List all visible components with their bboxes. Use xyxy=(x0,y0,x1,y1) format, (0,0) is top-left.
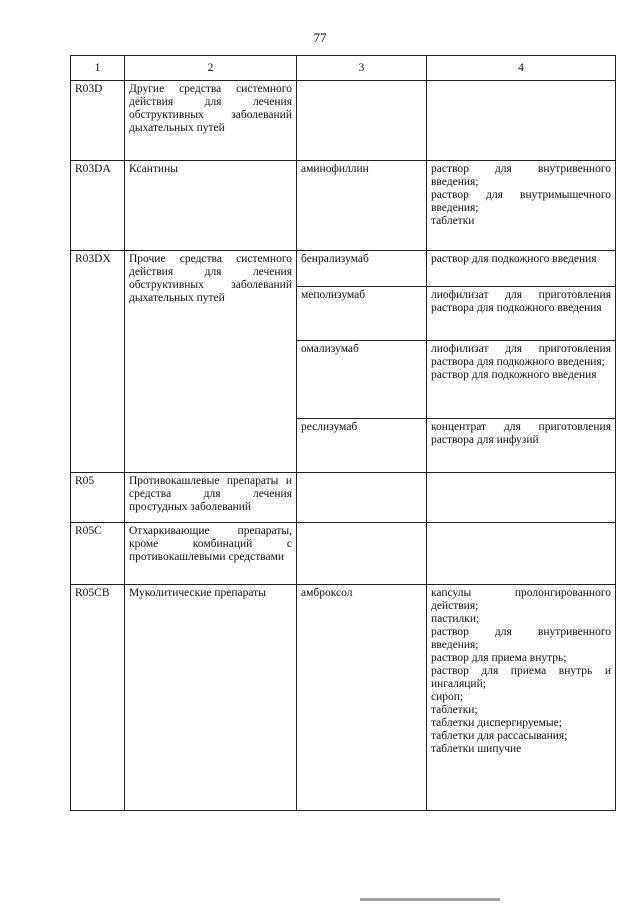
dosage-form: таблетки xyxy=(431,215,475,227)
table-header-row xyxy=(71,56,616,81)
drug-name xyxy=(297,81,427,161)
dosage-forms xyxy=(427,161,616,251)
group-name: Прочие средства системного действия для лечения обструктивных заболеваний дыхательных путей xyxy=(125,251,297,473)
dosage-form: сироп; xyxy=(431,691,464,703)
drug-table xyxy=(70,55,616,811)
header-col-2: 2 xyxy=(125,56,297,81)
drug-name xyxy=(297,523,427,585)
dosage-form: раствор для приема внутрь; xyxy=(431,652,567,664)
drug-name: реслизумаб xyxy=(297,419,427,473)
dosage-forms xyxy=(427,585,616,811)
group-name: Отхаркивающие препараты, кроме комбинаций с противокашлевыми средствами xyxy=(125,523,297,585)
atc-code: R03D xyxy=(71,81,125,161)
atc-code: R05CB xyxy=(71,585,125,811)
table-row xyxy=(71,473,616,523)
drug-name xyxy=(297,473,427,523)
atc-code: R05C xyxy=(71,523,125,585)
group-name: Противокашлевые препараты и средства для лечения простудных заболеваний xyxy=(125,473,297,523)
table-row xyxy=(71,81,616,161)
header-col-3: 3 xyxy=(297,56,427,81)
drug-name: амброксол xyxy=(297,585,427,811)
table-row xyxy=(71,523,616,585)
drug-name: омализумаб xyxy=(297,341,427,419)
dosage-form: таблетки для рассасывания; xyxy=(431,730,568,742)
table-row xyxy=(71,251,616,287)
drug-name: меполизумаб xyxy=(297,287,427,341)
group-name: Ксантины xyxy=(125,161,297,251)
atc-code: R05 xyxy=(71,473,125,523)
dosage-form: раствор для внутривенного введения; xyxy=(431,626,611,651)
dosage-forms: концентрат для приготовления раствора для инфузий xyxy=(427,419,616,473)
dosage-form: раствор для внутривенного введения; xyxy=(431,163,611,188)
dosage-form: пастилки; xyxy=(431,613,480,625)
page-number: 77 xyxy=(313,30,327,45)
dosage-forms: лиофилизат для приготовления раствора для подкожного введения xyxy=(427,287,616,341)
scan-artifact xyxy=(360,898,500,905)
header-col-1: 1 xyxy=(71,56,125,81)
dosage-forms: раствор для подкожного введения xyxy=(427,251,616,287)
dosage-form: раствор для внутримышечного введения; xyxy=(431,189,611,214)
dosage-forms xyxy=(427,473,616,523)
dosage-form: лиофилизат для приготовления раствора для подкожного введения; xyxy=(431,343,611,368)
drug-name: бенрализумаб xyxy=(297,251,427,287)
group-name: Другие средства системного действия для лечения обструктивных заболеваний дыхательных путей xyxy=(125,81,297,161)
dosage-form: таблетки диспергируемые; xyxy=(431,717,562,729)
header-col-4: 4 xyxy=(427,56,616,81)
dosage-forms xyxy=(427,523,616,585)
table-row xyxy=(71,585,616,811)
group-name: Муколитические препараты xyxy=(125,585,297,811)
atc-code: R03DX xyxy=(71,251,125,473)
dosage-form: таблетки шипучие xyxy=(431,743,522,755)
dosage-form: капсулы пролонгированного действия; xyxy=(431,587,611,612)
dosage-form: раствор для приема внутрь и ингаляций; xyxy=(431,665,611,690)
drug-name: аминофиллин xyxy=(297,161,427,251)
table-row xyxy=(71,161,616,251)
dosage-forms xyxy=(427,81,616,161)
dosage-form: таблетки; xyxy=(431,704,478,716)
dosage-form: раствор для подкожного введения xyxy=(431,369,597,381)
atc-code: R03DA xyxy=(71,161,125,251)
dosage-forms xyxy=(427,341,616,419)
